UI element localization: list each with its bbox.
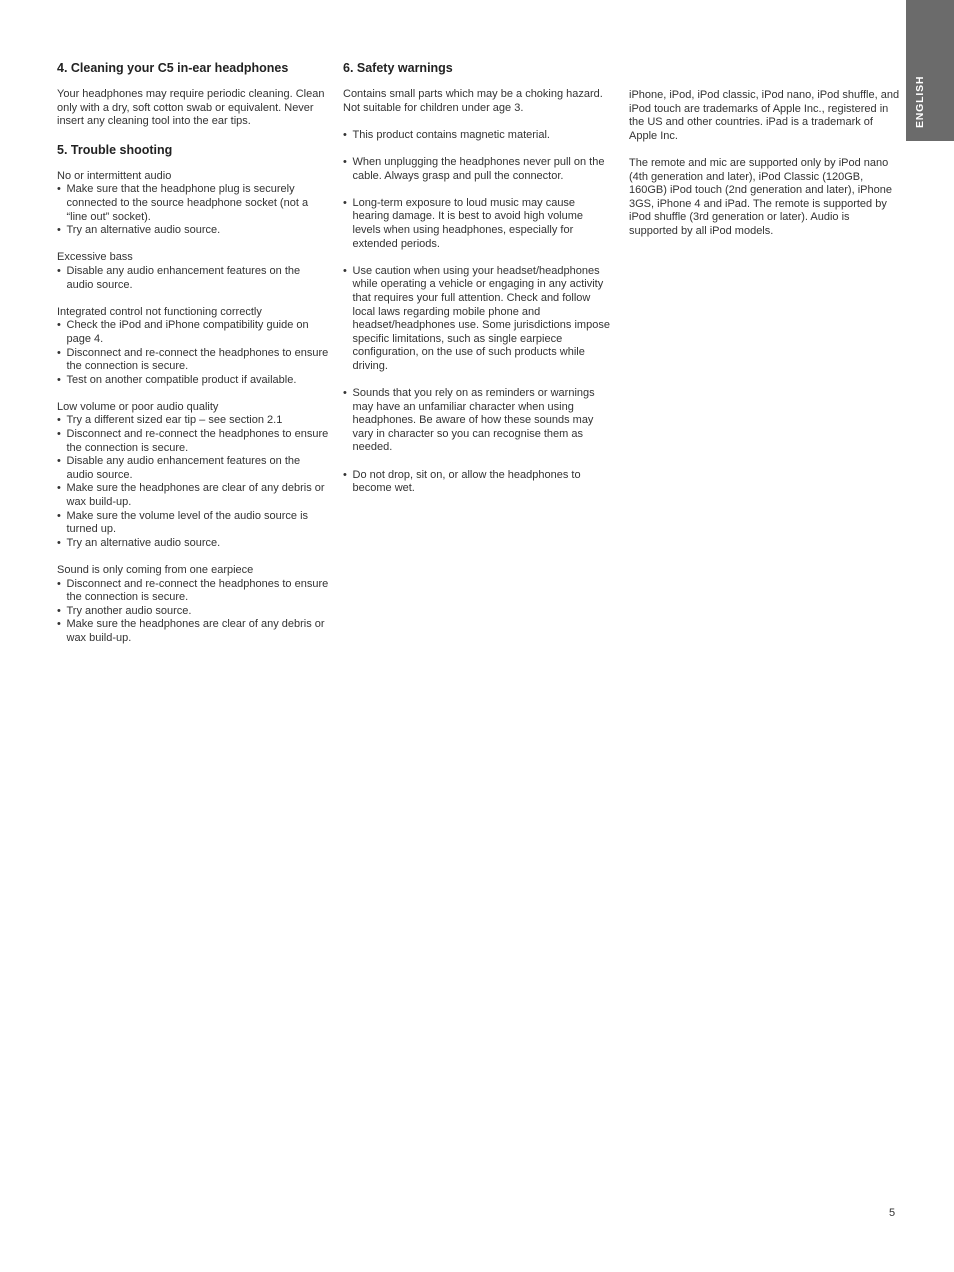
- group-title: Integrated control not functioning correctly: [57, 305, 262, 318]
- list-item: • Try another audio source.: [57, 605, 329, 619]
- group-title: Excessive bass: [57, 251, 133, 264]
- troubleshooting-heading: 5. Trouble shooting: [57, 142, 173, 157]
- page-number: 5: [889, 1207, 896, 1219]
- list-item: • Long-term exposure to loud music may cause hearing damage. It is best to avoid high volume levels when using headphones, especially for extended periods.: [343, 197, 613, 251]
- cleaning-heading: 4. Cleaning your C5 in-ear headphones: [57, 61, 289, 75]
- group-title: Low volume or poor audio quality: [57, 400, 219, 413]
- list-item: • Try an alternative audio source.: [57, 224, 329, 238]
- list-item: • Make sure that the headphone plug is securely connected to the source headphone socket (not a “line out” socket).: [57, 183, 329, 224]
- column-right: [629, 89, 901, 239]
- list-item: • Sounds that you rely on as reminders or warnings may have an unfamiliar character when using headphones. Be aware of how these sounds may vary in character so you can recognise them as needed.: [343, 387, 613, 455]
- group-title: Sound is only coming from one earpiece: [57, 564, 254, 576]
- compatibility-paragraph: The remote and mic are supported only by iPod nano (4th generation and later), iPod Classic (120GB, 160GB) iPod touch (2nd generation and later), iPhone 3GS, iPhone 4 and iPad. The remote is supported by iPod shuffle (3rd generation or later). Audio is supported by all iPod models.: [629, 156, 892, 237]
- language-tab: [906, 0, 954, 141]
- troubleshooting-group: [57, 564, 329, 646]
- column-left: [57, 61, 329, 659]
- column-middle: [343, 61, 613, 509]
- list-item: • When unplugging the headphones never pull on the cable. Always grasp and pull the connector.: [343, 156, 613, 183]
- safety-heading: 6. Safety warnings: [343, 61, 453, 75]
- list-item: • Make sure the volume level of the audio source is turned up.: [57, 510, 329, 537]
- group-title: No or intermittent audio: [57, 169, 172, 182]
- troubleshooting-group: [57, 170, 329, 238]
- list-item: • Make sure the headphones are clear of any debris or wax build-up.: [57, 618, 329, 645]
- trademark-paragraph: iPhone, iPod, iPod classic, iPod nano, iPod shuffle, and iPod touch are trademarks of Apple Inc., registered in the US and other countries. iPad is a trademark of Apple Inc.: [629, 89, 900, 142]
- language-tab-label: ENGLISH: [914, 75, 926, 128]
- list-item: • Try a different sized ear tip – see section 2.1: [57, 414, 329, 428]
- list-item: • Disconnect and re-connect the headphones to ensure the connection is secure.: [57, 347, 329, 374]
- safety-list: [343, 129, 613, 496]
- cleaning-body: Your headphones may require periodic cleaning. Clean only with a dry, soft cotton swab or equivalent. Never insert any cleaning tool into the ear tips.: [57, 88, 325, 128]
- troubleshooting-group: [57, 306, 329, 388]
- list-item: • Disconnect and re-connect the headphones to ensure the connection is secure.: [57, 428, 329, 455]
- troubleshooting-group: [57, 251, 329, 292]
- list-item: • Disable any audio enhancement features on the audio source.: [57, 265, 329, 292]
- list-item: • Disable any audio enhancement features on the audio source.: [57, 455, 329, 482]
- safety-intro: Contains small parts which may be a choking hazard. Not suitable for children under age 3.: [343, 88, 603, 114]
- list-item: • Disconnect and re-connect the headphones to ensure the connection is secure.: [57, 578, 329, 605]
- troubleshooting-group: [57, 401, 329, 551]
- list-item: • Make sure the headphones are clear of any debris or wax build-up.: [57, 482, 329, 509]
- list-item: • Test on another compatible product if available.: [57, 374, 329, 388]
- list-item: • Check the iPod and iPhone compatibility guide on page 4.: [57, 319, 329, 346]
- list-item: • Try an alternative audio source.: [57, 537, 329, 551]
- list-item: • Use caution when using your headset/headphones while operating a vehicle or engaging in any activity that requires your full attention. Check and follow local laws regarding mobile phone and headset/headphones use. Some jurisdictions impose specific limitations, such as single earpiece configuration, on the use of such products while driving.: [343, 265, 613, 374]
- list-item: • Do not drop, sit on, or allow the headphones to become wet.: [343, 469, 613, 496]
- list-item: • This product contains magnetic material.: [343, 129, 613, 143]
